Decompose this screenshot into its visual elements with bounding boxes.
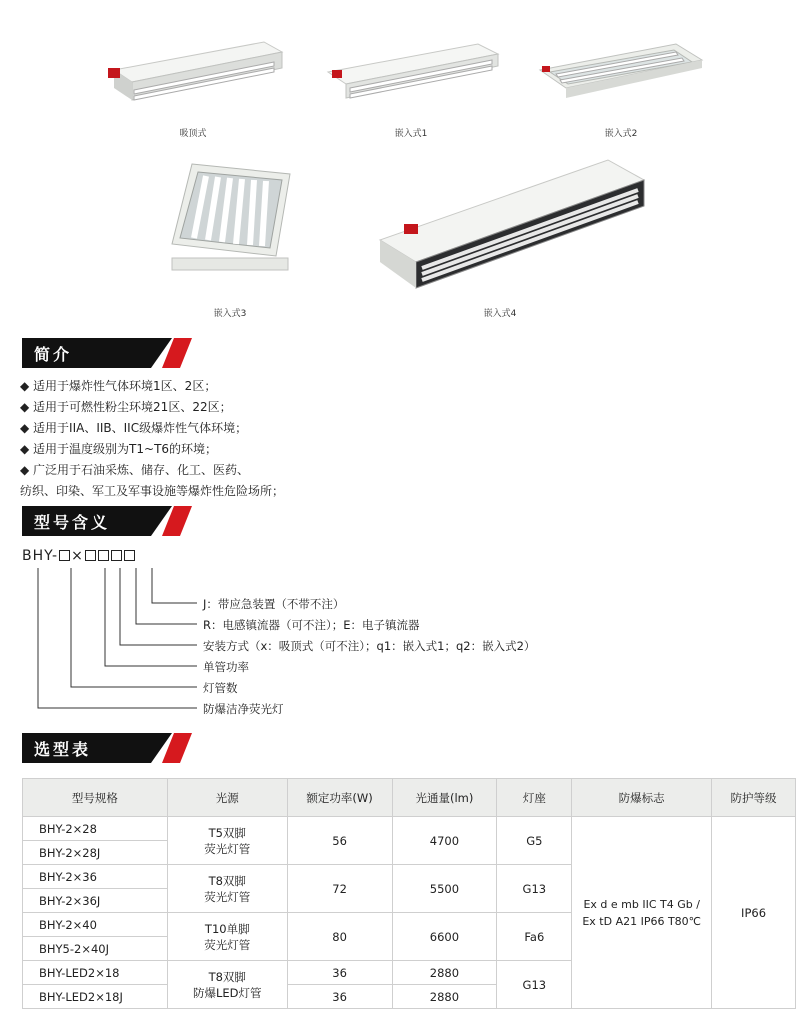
bullet-item: ◆ 适用于可燃性粉尘环境21区、22区； [20, 400, 232, 414]
column-header: 光源 [167, 779, 287, 817]
model-cell: BHY-2×36 [23, 865, 168, 889]
ip-cell: IP66 [712, 817, 796, 1009]
column-header: 光通量(lm) [392, 779, 497, 817]
product-caption: 吸顶式 [179, 129, 207, 139]
product-caption: 嵌入式3 [213, 309, 247, 319]
column-header: 灯座 [497, 779, 572, 817]
model-cell: BHY-LED2×18J [23, 985, 168, 1009]
table-header-row [23, 779, 796, 817]
product-image-recessed-2 [536, 42, 704, 114]
product-caption: 嵌入式4 [483, 309, 517, 319]
bullet-item: ◆ 广泛用于石油采炼、储存、化工、医药、 [20, 463, 250, 477]
section-header-model [22, 506, 192, 536]
source-cell: T5双脚 荧光灯管 [167, 817, 287, 865]
legend-item: R：电感镇流器（可不注）；E：电子镇流器 [203, 618, 420, 632]
source-cell: T8双脚 防爆LED灯管 [167, 961, 287, 1009]
product-caption: 嵌入式1 [394, 129, 428, 139]
power-cell: 80 [287, 913, 392, 961]
model-prefix: BHY- [22, 548, 59, 564]
model-cell: BHY-LED2×18 [23, 961, 168, 985]
legend-item: 安装方式（x：吸顶式（可不注）；q1：嵌入式1；q2：嵌入式2） [203, 639, 536, 653]
section-title: 型号含义 [34, 513, 111, 532]
model-cell: BHY-2×40 [23, 913, 168, 937]
legend-item: 灯管数 [203, 681, 238, 695]
selection-table [22, 778, 796, 1009]
flux-cell: 6600 [392, 913, 497, 961]
flux-cell: 5500 [392, 865, 497, 913]
section-title: 简介 [34, 345, 73, 364]
times-sign: × [71, 548, 84, 564]
product-image-ceiling [104, 40, 284, 110]
flux-cell: 4700 [392, 817, 497, 865]
section-header-selection [22, 733, 192, 763]
bullet-item: 纺织、印染、军工及军事设施等爆炸性危险场所； [20, 484, 285, 498]
product-image-recessed-4 [376, 158, 646, 290]
product-image-recessed-3 [168, 160, 292, 280]
column-header: 防爆标志 [572, 779, 712, 817]
flux-cell: 2880 [392, 961, 497, 985]
base-cell: Fa6 [497, 913, 572, 961]
legend-item: 单管功率 [203, 660, 249, 674]
legend-item: J：带应急装置（不带不注） [203, 597, 345, 611]
base-cell: G5 [497, 817, 572, 865]
base-cell: G13 [497, 865, 572, 913]
source-cell: T8双脚 荧光灯管 [167, 865, 287, 913]
section-title: 选型表 [34, 740, 92, 759]
bullet-item: ◆ 适用于温度级别为T1~T6的环境； [20, 442, 218, 456]
power-cell: 36 [287, 961, 392, 985]
legend-item: 防爆洁净荧光灯 [203, 702, 284, 716]
flux-cell: 2880 [392, 985, 497, 1009]
power-cell: 72 [287, 865, 392, 913]
base-cell: G13 [497, 961, 572, 1009]
product-image-recessed-1 [322, 42, 500, 112]
model-cell: BHY-2×28 [23, 817, 168, 841]
power-cell: 36 [287, 985, 392, 1009]
section-header-intro [22, 338, 192, 368]
bullet-item: ◆ 适用于爆炸性气体环境1区、2区； [20, 379, 217, 393]
source-cell: T10单脚 荧光灯管 [167, 913, 287, 961]
ex-mark-cell: Ex d e mb IIC T4 Gb / Ex tD A21 IP66 T80℃ [572, 817, 712, 1009]
bullet-item: ◆ 适用于IIA、IIB、IIC级爆炸性气体环境； [20, 421, 248, 435]
model-leader-lines [0, 560, 200, 710]
column-header: 型号规格 [23, 779, 168, 817]
power-cell: 56 [287, 817, 392, 865]
intro-bullet-list [20, 376, 284, 502]
model-cell: BHY-2×28J [23, 841, 168, 865]
model-cell: BHY5-2×40J [23, 937, 168, 961]
table-row [23, 817, 796, 841]
product-caption: 嵌入式2 [604, 129, 638, 139]
column-header: 额定功率(W) [287, 779, 392, 817]
column-header: 防护等级 [712, 779, 796, 817]
model-cell: BHY-2×36J [23, 889, 168, 913]
